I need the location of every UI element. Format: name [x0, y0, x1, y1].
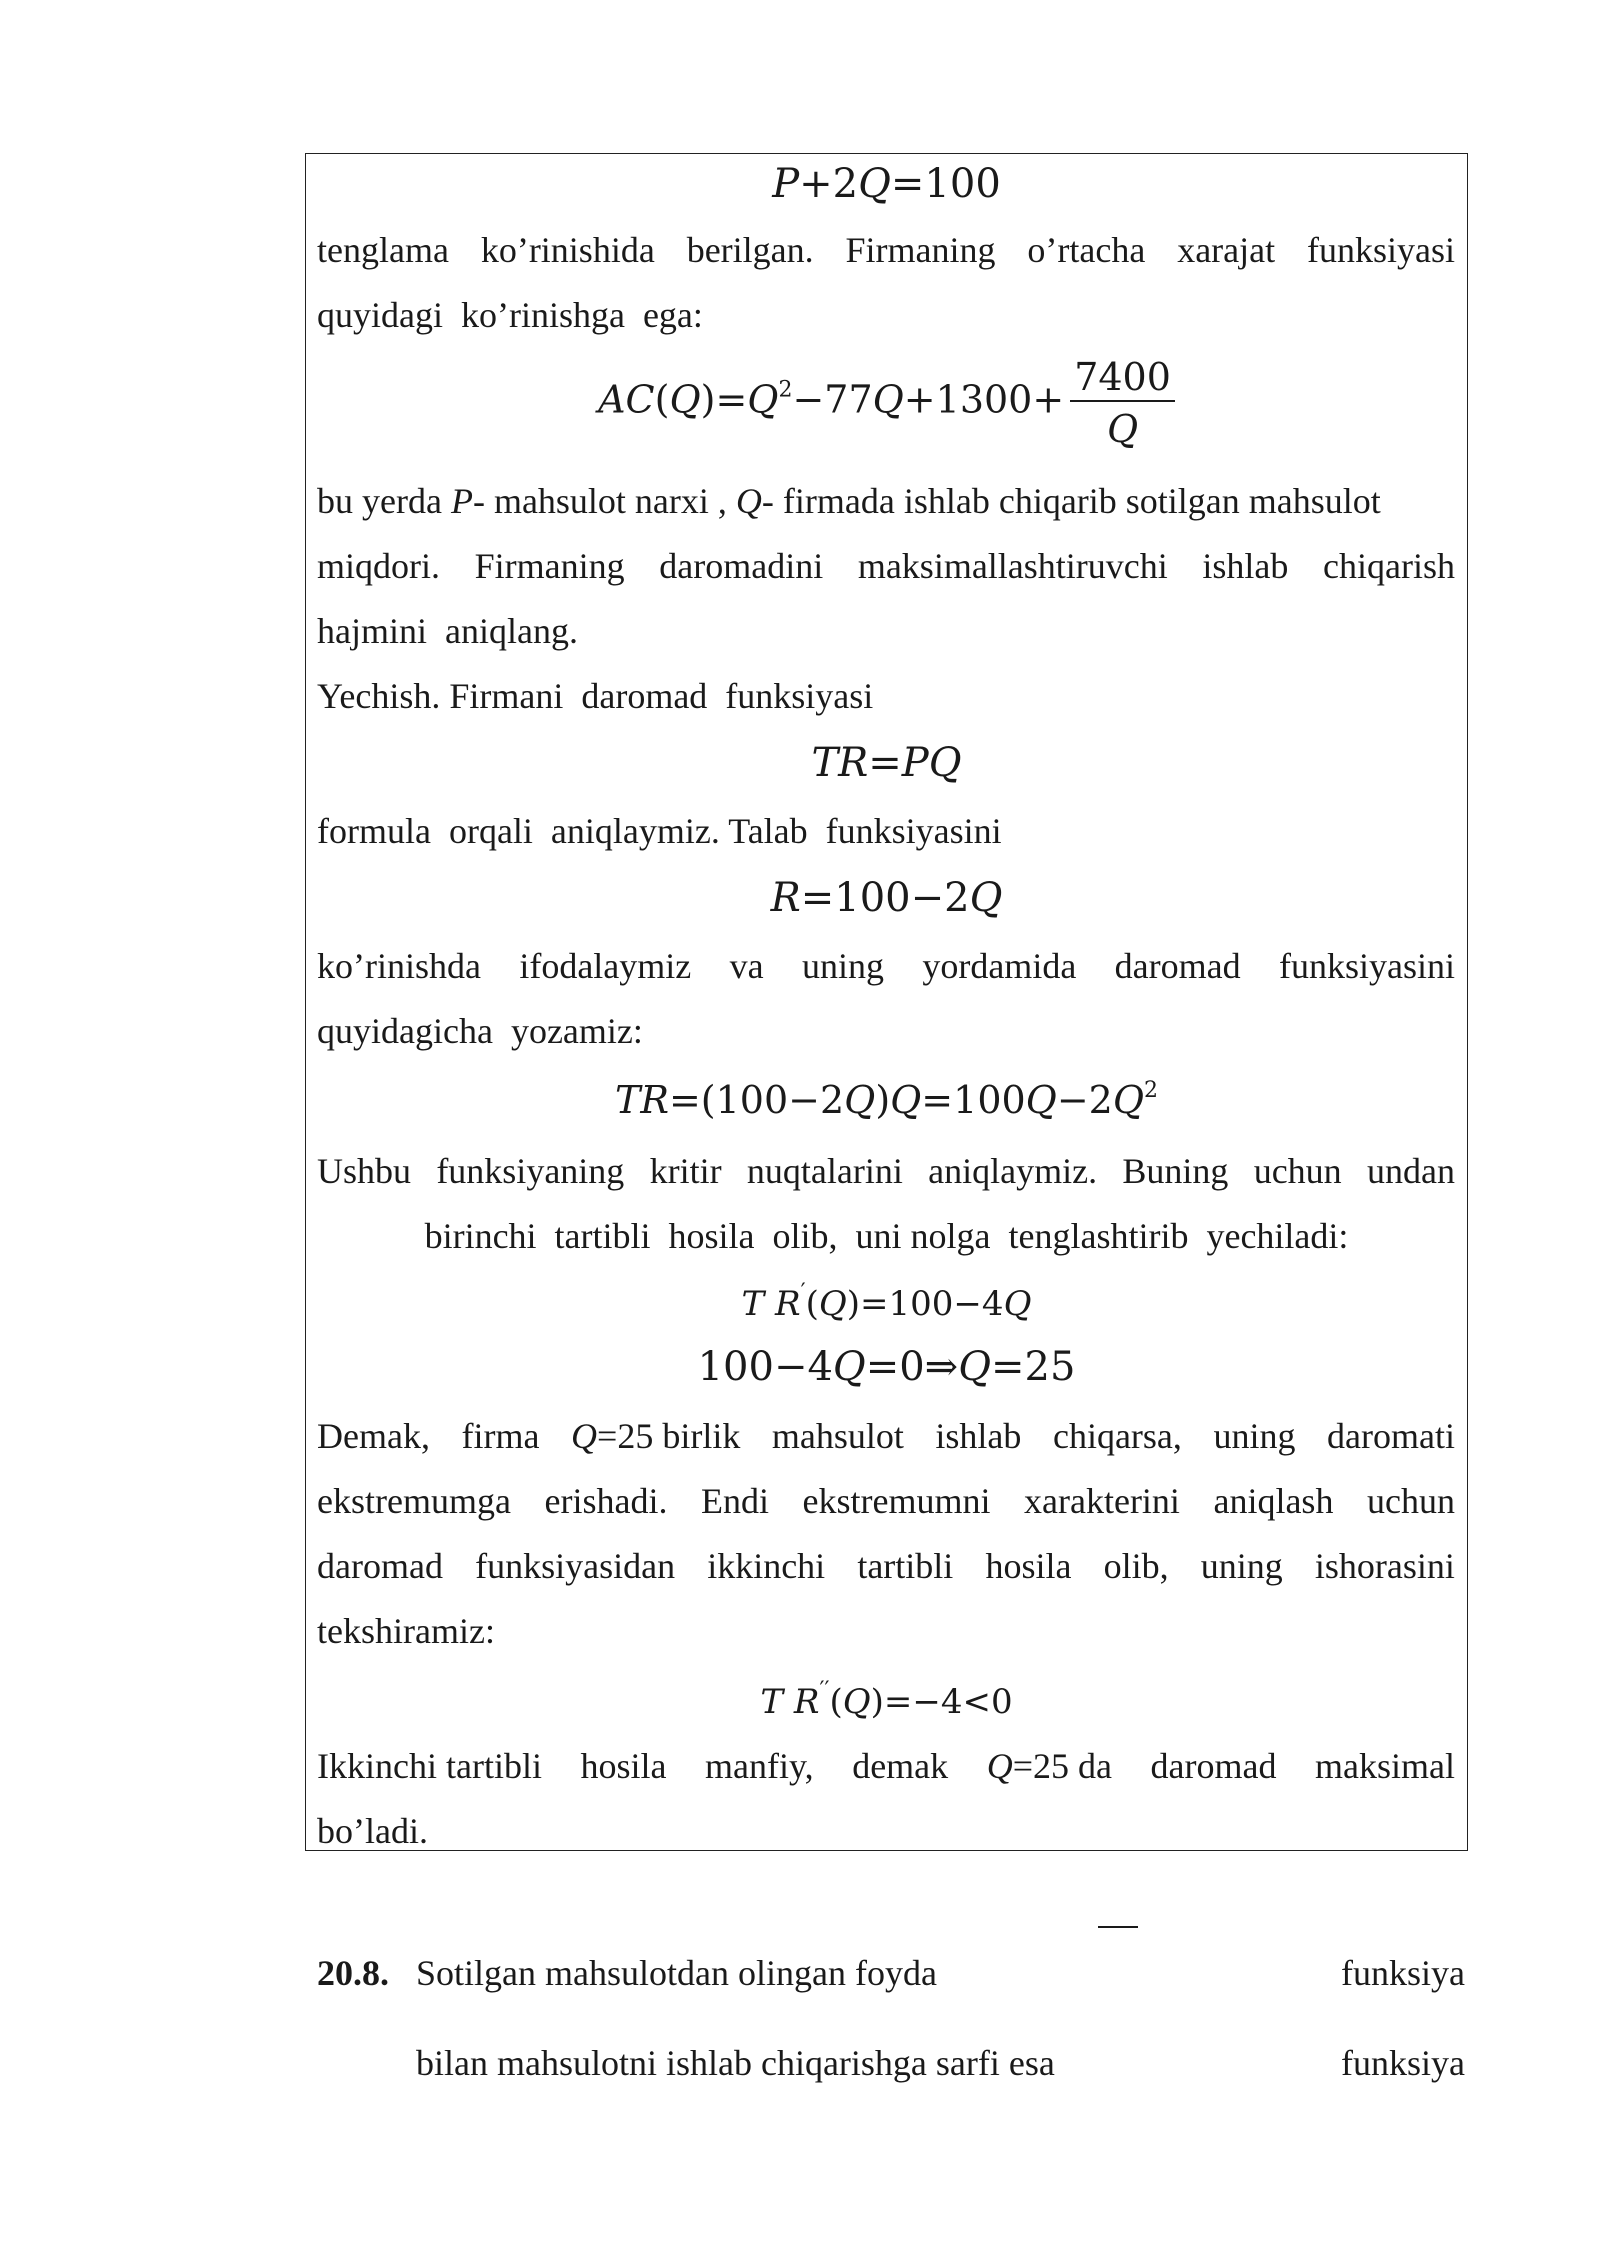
eq-var-q: Q — [818, 1284, 847, 1324]
eq-part: )=100−4 — [846, 1284, 1004, 1324]
word: chiqarsa, — [1052, 1416, 1182, 1456]
eq-part: )=−4<0 — [870, 1682, 1013, 1722]
eq-exponent: 2 — [778, 377, 793, 403]
word: ko’rinishda — [317, 946, 481, 986]
word: undan — [1366, 1151, 1455, 1191]
word: funksiyasi — [1307, 230, 1455, 270]
eq-paren: ) — [700, 377, 716, 422]
word: Buning — [1122, 1151, 1229, 1191]
word: uning — [801, 946, 884, 986]
text-line — [317, 948, 1455, 984]
word: Ikkinchi tartibli — [317, 1746, 542, 1786]
word: ikkinchi — [707, 1546, 826, 1586]
eq-part: 100−4 — [697, 1344, 833, 1390]
text-line — [317, 1418, 1455, 1454]
eq-var-q: Q — [969, 875, 1003, 921]
problem-number: 20.8. — [317, 1953, 389, 1993]
eq-part: =100 — [890, 161, 1001, 207]
text-line: quyidagicha yozamiz: — [317, 1011, 643, 1051]
text-segment — [987, 1748, 1112, 1784]
word: Demak, — [317, 1416, 430, 1456]
eq-var-q: Q — [890, 1078, 922, 1122]
eq-part: +2 — [799, 161, 859, 207]
eq-part: =25 — [990, 1344, 1076, 1390]
eq-var-tr: TR — [811, 740, 869, 786]
eq-var-pq: PQ — [901, 740, 962, 786]
word: uning — [1213, 1416, 1296, 1456]
fraction-numerator: 7400 — [1070, 358, 1175, 402]
text-line — [317, 1748, 1455, 1784]
word: kritir — [649, 1151, 722, 1191]
text-line: bo’ladi. — [317, 1811, 428, 1851]
word: firmada ishlab chiqarib sotilgan mahsulot — [782, 481, 1381, 521]
formula-dash — [1098, 1926, 1138, 1928]
word: manfiy, — [705, 1746, 814, 1786]
word: aniqlaymiz. — [928, 1151, 1098, 1191]
text-line: hajmini aniqlang. — [317, 611, 578, 651]
eq-part: = — [868, 740, 902, 786]
word: tartibli — [857, 1546, 954, 1586]
equation-price — [305, 875, 1468, 921]
eq-part: =100−2 — [800, 875, 970, 921]
word: xarakterini — [1024, 1481, 1180, 1521]
equation-first-derivative — [305, 1280, 1468, 1324]
eq-prime: ′ — [800, 1280, 806, 1305]
eq-var-q: Q — [872, 377, 904, 422]
problem-text: bilan mahsulotni ishlab chiqarishga sarfi esa — [416, 2043, 1055, 2083]
word: daromad — [1114, 946, 1241, 986]
word: =25 birlik — [597, 1416, 741, 1456]
eq-part: =0⇒ — [865, 1344, 959, 1390]
word: o’rtacha — [1027, 230, 1146, 270]
word: hosila — [985, 1546, 1072, 1586]
word: daromad — [317, 1546, 443, 1586]
word: ishlab — [1202, 546, 1289, 586]
text-line: formula orqali aniqlaymiz. Talab funksiyasini — [317, 811, 1002, 851]
eq-part: ) — [875, 1078, 891, 1122]
word: mahsulot narxi , — [493, 481, 727, 521]
italic-var: Q- — [735, 481, 774, 521]
word: ishorasini — [1314, 1546, 1455, 1586]
italic-var: Q — [986, 1746, 1013, 1786]
word: tenglama — [317, 230, 449, 270]
eq-var-tr: TR — [614, 1078, 669, 1122]
word: daromadini — [659, 546, 824, 586]
eq-fraction — [1070, 355, 1175, 451]
eq-paren: ( — [654, 377, 670, 422]
eq-var-q: Q — [747, 377, 779, 422]
word: ekstremumga — [317, 1481, 511, 1521]
italic-var: Q — [571, 1416, 598, 1456]
text-line: tekshiramiz: — [317, 1611, 495, 1651]
equation-revenue-expanded — [305, 1078, 1468, 1122]
text-line — [317, 548, 1455, 584]
word: uning — [1200, 1546, 1283, 1586]
word: mahsulot — [771, 1416, 904, 1456]
equation-revenue — [305, 740, 1468, 786]
problem-text-right: funksiya — [1341, 2043, 1465, 2083]
eq-var-tr: T R — [741, 1284, 801, 1324]
text-line — [317, 1548, 1455, 1584]
word: aniqlash — [1213, 1481, 1334, 1521]
eq-var-q: Q — [669, 377, 701, 422]
word: uchun — [1366, 1481, 1455, 1521]
word: firma — [461, 1416, 540, 1456]
word: miqdori. — [317, 546, 440, 586]
word: chiqarish — [1323, 546, 1455, 586]
text-line: quyidagi ko’rinishga ega: — [317, 295, 703, 335]
word: yordamida — [922, 946, 1077, 986]
eq-var-q: Q — [1003, 1284, 1032, 1324]
text-line — [317, 232, 1455, 268]
eq-var-q: Q — [842, 1682, 871, 1722]
word: ifodalaymiz — [519, 946, 692, 986]
eq-var-q: Q — [844, 1078, 876, 1122]
italic-var: P- — [450, 481, 485, 521]
word: hosila — [580, 1746, 667, 1786]
word: ishlab — [935, 1416, 1022, 1456]
word: erishadi. — [544, 1481, 668, 1521]
eq-var-q: Q — [858, 161, 891, 207]
word: nuqtalarini — [746, 1151, 903, 1191]
eq-part: ( — [829, 1682, 843, 1722]
eq-var-ac: AC — [598, 377, 655, 422]
equation-second-derivative — [305, 1678, 1468, 1722]
text-line: birinchi tartibli hosila olib, uni nolga tenglashtirib yechiladi: — [424, 1216, 1349, 1256]
word: bu yerda — [317, 481, 442, 521]
word: demak — [852, 1746, 949, 1786]
text-line — [317, 483, 1455, 519]
word: Ushbu — [317, 1151, 412, 1191]
eq-var-p: P — [772, 161, 800, 207]
equation-critical-point — [305, 1344, 1468, 1390]
eq-var-r: R — [770, 875, 801, 921]
text-segment — [571, 1418, 740, 1454]
eq-exponent: 2 — [1144, 1078, 1159, 1103]
eq-prime: ′′ — [819, 1678, 830, 1703]
eq-part: −77 — [792, 377, 873, 422]
eq-var-q: Q — [832, 1344, 866, 1390]
text-segment — [317, 483, 1381, 519]
word: daromati — [1327, 1416, 1455, 1456]
word: maksimal — [1314, 1746, 1455, 1786]
eq-var-q: Q — [958, 1344, 991, 1390]
word: xarajat — [1177, 230, 1276, 270]
eq-part: =100 — [921, 1078, 1026, 1122]
word: uchun — [1253, 1151, 1342, 1191]
word: olib, — [1103, 1546, 1169, 1586]
text-line — [317, 1153, 1455, 1189]
word: Firmaning — [845, 230, 996, 270]
word: va — [729, 946, 764, 986]
eq-var-q: Q — [1025, 1078, 1057, 1122]
eq-part: +1300+ — [903, 377, 1065, 422]
eq-part: −2 — [1056, 1078, 1113, 1122]
equation-average-cost — [305, 355, 1468, 451]
eq-part: = — [715, 377, 748, 422]
eq-var-q: Q — [1112, 1078, 1145, 1122]
word: ekstremumni — [802, 1481, 991, 1521]
fraction-denominator: Q — [1106, 407, 1139, 451]
word: =25 da — [1012, 1746, 1112, 1786]
word: funksiyasidan — [475, 1546, 676, 1586]
eq-part: ( — [805, 1284, 819, 1324]
eq-var-tr: T R — [760, 1682, 820, 1722]
word: Firmaning — [474, 546, 625, 586]
problem-text-right: funksiya — [1341, 1953, 1465, 1993]
eq-part: =(100−2 — [668, 1078, 845, 1122]
word: berilgan. — [686, 230, 814, 270]
word: daromad — [1150, 1746, 1277, 1786]
problem-text: Sotilgan mahsulotdan olingan foyda — [416, 1953, 937, 1993]
solution-heading: Yechish. Firmani daromad funksiyasi — [317, 676, 874, 716]
word: funksiyasini — [1278, 946, 1455, 986]
word: funksiyaning — [436, 1151, 625, 1191]
word: Endi — [700, 1481, 769, 1521]
equation-demand — [305, 161, 1468, 207]
text-line — [317, 1483, 1455, 1519]
word: maksimallashtiruvchi — [857, 546, 1168, 586]
word: ko’rinishida — [480, 230, 655, 270]
